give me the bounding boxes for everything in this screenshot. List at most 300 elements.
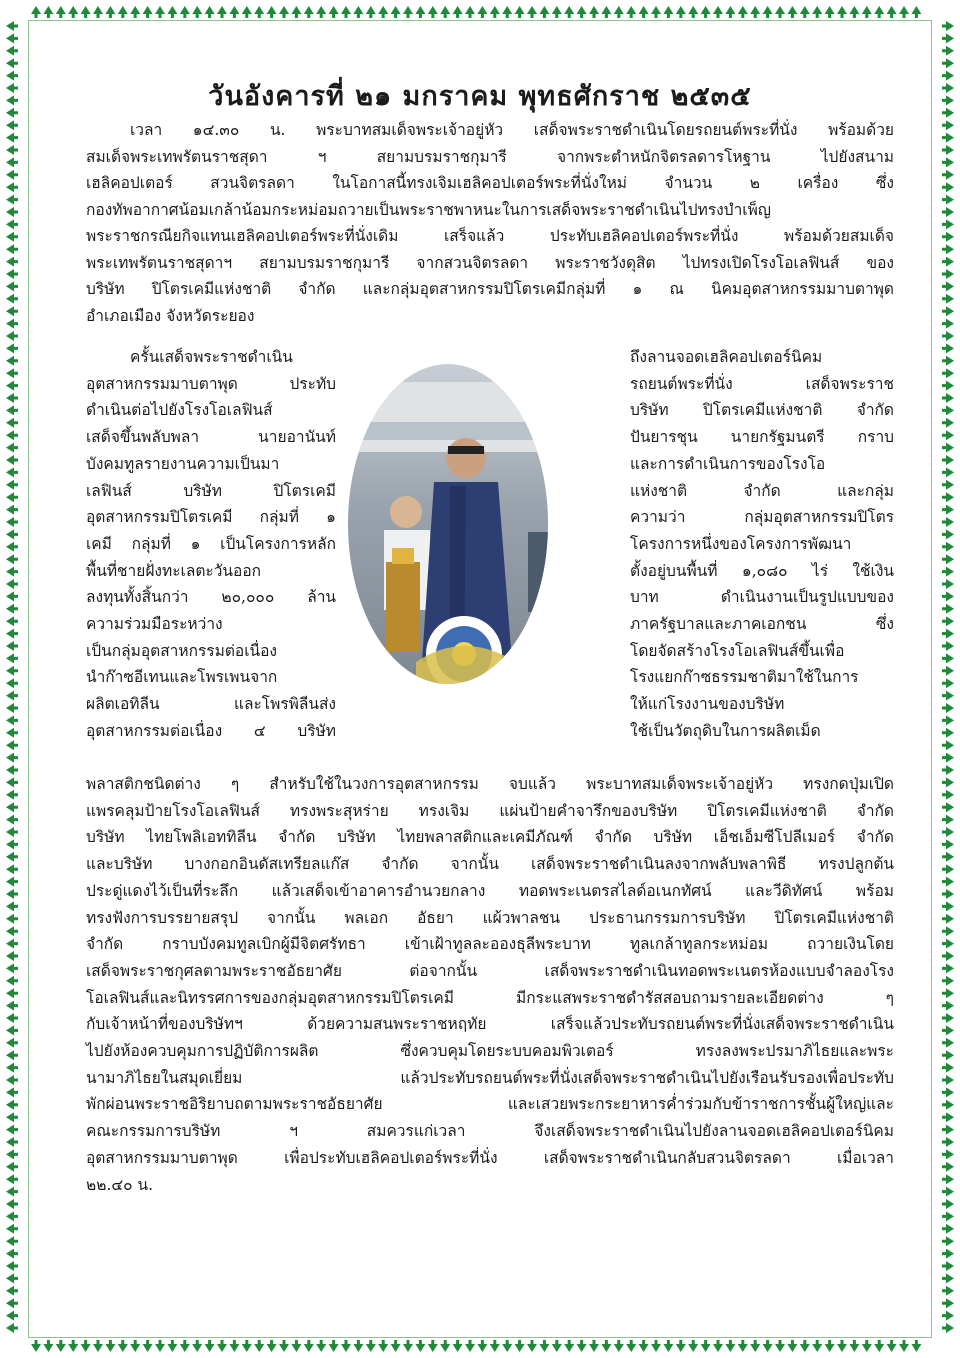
tree-ornament-icon — [267, 6, 277, 18]
text-line: โครงการหนึ่งของโครงการพัฒนา — [630, 534, 852, 553]
tree-ornament-icon — [6, 269, 18, 279]
text-line: เสด็จพระราชกุศลตามพระราชอัธยาศัย ต่อจากนั้น เสด็จพระราชดำเนินทอดพระเนตรห้องแบบจำลองโรง — [86, 961, 894, 980]
tree-ornament-icon — [254, 1340, 264, 1352]
tree-ornament-icon — [6, 653, 18, 663]
tree-ornament-icon — [825, 6, 835, 18]
tree-ornament-icon — [391, 6, 401, 18]
tree-ornament-icon — [942, 864, 954, 874]
tree-ornament-icon — [639, 1340, 649, 1352]
tree-ornament-icon — [415, 6, 425, 18]
tree-ornament-icon — [6, 1236, 18, 1246]
text-line: และบริษัท บางกอกอินดัสเทรียลแก๊ส จำกัด จากนั้น เสด็จพระราชดำเนินลงจากพลับพลาพิธี ทรงปลูกต้น — [86, 855, 894, 874]
tree-ornament-icon — [81, 1340, 91, 1352]
tree-ornament-icon — [105, 6, 115, 18]
tree-ornament-icon — [6, 1149, 18, 1159]
tree-ornament-icon — [6, 753, 18, 763]
tree-ornament-icon — [942, 852, 954, 862]
tree-ornament-icon — [942, 1311, 954, 1321]
text-line: ลงทุนทั้งสิ้นกว่า ๒๐,๐๐๐ ล้าน — [86, 588, 336, 607]
tree-ornament-icon — [6, 207, 18, 217]
tree-ornament-icon — [825, 1340, 835, 1352]
text-line: เป็นกลุ่มอุตสาหกรรมต่อเนื่อง — [86, 641, 277, 660]
tree-ornament-icon — [130, 6, 140, 18]
tree-ornament-icon — [6, 1249, 18, 1259]
tree-ornament-icon — [6, 802, 18, 812]
text-line: พระราชกรณียกิจแทนเฮลิคอปเตอร์พระที่นั่งเดิม เสร็จแล้ว ประทับเฮลิคอปเตอร์พระที่นั่ง พร้อมด้วยสมเด็จ — [86, 227, 894, 245]
tree-ornament-icon — [862, 6, 872, 18]
tree-ornament-icon — [713, 6, 723, 18]
tree-ornament-icon — [942, 467, 954, 477]
tree-ornament-icon — [942, 281, 954, 291]
tree-ornament-icon — [942, 170, 954, 180]
tree-ornament-icon — [6, 901, 18, 911]
tree-ornament-icon — [155, 6, 165, 18]
tree-ornament-icon — [143, 6, 153, 18]
tree-ornament-icon — [6, 691, 18, 701]
tree-ornament-icon — [942, 1162, 954, 1172]
text-line: ให้แก่โรงงานของบริษัท — [630, 695, 785, 714]
text-line: ถึงลานจอดเฮลิคอปเตอร์นิคม — [630, 348, 823, 366]
tree-ornament-icon — [942, 1236, 954, 1246]
text-line: ผลิตเอทิลีน และโพรพิลีนส่ง — [86, 695, 336, 714]
text-line: พระเทพรัตนราชสุดาฯ สยามบรมราชกุมารี จากสวนจิตรลดา พระราชวังดุสิต ไปทรงเปิดโรงโอเลฟินส์ ของ — [86, 253, 894, 272]
tree-ornament-icon — [378, 1340, 388, 1352]
tree-ornament-icon — [6, 1211, 18, 1221]
text-line: ครั้นเสด็จพระราชดำเนิน — [130, 348, 293, 366]
tree-ornament-icon — [316, 1340, 326, 1352]
text-line: สมเด็จพระเทพรัตนราชสุดา ฯ สยามบรมราชกุมารี จากพระตำหนักจิตรลดารโหฐาน ไปยังสนาม — [86, 147, 894, 166]
tree-ornament-icon — [6, 21, 18, 31]
text-line: เลฟินส์ บริษัท ปิโตรเคมี — [86, 481, 336, 500]
tree-ornament-icon — [942, 1298, 954, 1308]
tree-ornament-icon — [942, 368, 954, 378]
tree-ornament-icon — [205, 1340, 215, 1352]
tree-ornament-icon — [205, 6, 215, 18]
tree-ornament-icon — [490, 6, 500, 18]
tree-ornament-icon — [942, 58, 954, 68]
tree-ornament-icon — [589, 1340, 599, 1352]
tree-ornament-icon — [341, 1340, 351, 1352]
tree-ornament-icon — [942, 740, 954, 750]
tree-ornament-icon — [6, 331, 18, 341]
text-line: โรงแยกก๊าซธรรมชาติมาใช้ในการ — [630, 668, 859, 687]
text-line: เคมี กลุ่มที่ ๑ เป็นโครงการหลัก — [86, 534, 336, 553]
tree-ornament-icon — [701, 6, 711, 18]
tree-ornament-icon — [942, 1224, 954, 1234]
text-line: พื้นที่ชายฝั่งทะเลตะวันออก — [86, 561, 262, 580]
tree-ornament-icon — [6, 46, 18, 56]
tree-ornament-icon — [453, 1340, 463, 1352]
tree-ornament-icon — [502, 1340, 512, 1352]
tree-ornament-icon — [787, 1340, 797, 1352]
tree-ornament-icon — [6, 1323, 18, 1333]
tree-ornament-icon — [651, 6, 661, 18]
tree-ornament-icon — [942, 1013, 954, 1023]
tree-ornament-icon — [942, 691, 954, 701]
tree-ornament-icon — [887, 6, 897, 18]
tree-ornament-icon — [942, 1261, 954, 1271]
tree-ornament-icon — [6, 629, 18, 639]
tree-ornament-icon — [775, 1340, 785, 1352]
tree-ornament-icon — [849, 1340, 859, 1352]
tree-ornament-icon — [6, 827, 18, 837]
tree-ornament-icon — [874, 6, 884, 18]
tree-ornament-icon — [68, 1340, 78, 1352]
tree-ornament-icon — [304, 6, 314, 18]
tree-ornament-icon — [942, 641, 954, 651]
royal-portrait-photo — [346, 362, 550, 686]
tree-ornament-icon — [6, 914, 18, 924]
tree-ornament-icon — [942, 269, 954, 279]
tree-ornament-icon — [942, 257, 954, 267]
tree-ornament-icon — [942, 430, 954, 440]
tree-ornament-icon — [942, 331, 954, 341]
tree-ornament-icon — [6, 963, 18, 973]
tree-ornament-icon — [43, 1340, 53, 1352]
tree-ornament-icon — [6, 864, 18, 874]
tree-ornament-icon — [254, 6, 264, 18]
tree-ornament-icon — [942, 1075, 954, 1085]
tree-ornament-icon — [837, 6, 847, 18]
tree-ornament-icon — [763, 6, 773, 18]
tree-ornament-icon — [6, 877, 18, 887]
text-line: กองทัพอากาศน้อมเกล้าน้อมกระหม่อมถวายเป็นพระราชพาหนะในการเสด็จพระราชดำเนินไปทรงบำเพ็ญ — [86, 200, 772, 219]
tree-ornament-icon — [242, 6, 252, 18]
tree-ornament-icon — [167, 1340, 177, 1352]
tree-ornament-icon — [942, 839, 954, 849]
tree-ornament-icon — [874, 1340, 884, 1352]
tree-ornament-icon — [403, 1340, 413, 1352]
tree-ornament-icon — [849, 6, 859, 18]
tree-ornament-icon — [6, 219, 18, 229]
tree-ornament-icon — [6, 579, 18, 589]
tree-ornament-icon — [701, 1340, 711, 1352]
tree-ornament-icon — [366, 6, 376, 18]
text-line: อุตสาหกรรมมาบตาพุด เพื่อประทับเฮลิคอปเตอร์พระที่นั่ง เสด็จพระราชดำเนินกลับสวนจิตรลดา เมื่อเวลา — [86, 1148, 894, 1167]
tree-ornament-icon — [155, 1340, 165, 1352]
tree-ornament-icon — [341, 6, 351, 18]
tree-ornament-icon — [6, 1199, 18, 1209]
tree-ornament-icon — [911, 6, 921, 18]
tree-ornament-icon — [942, 703, 954, 713]
text-line: นามาภิไธยในสมุดเยี่ยม แล้วประทับรถยนต์พระที่นั่งเสด็จพระราชดำเนินไปยังเรือนรับรองเพื่อประทับ — [86, 1068, 894, 1087]
tree-ornament-icon — [6, 1224, 18, 1234]
text-line: และการดำเนินการของโรงโอ — [630, 454, 826, 473]
tree-ornament-icon — [366, 1340, 376, 1352]
tree-ornament-icon — [6, 443, 18, 453]
tree-ornament-icon — [6, 790, 18, 800]
tree-ornament-icon — [229, 6, 239, 18]
tree-ornament-icon — [942, 629, 954, 639]
text-line: เวลา ๑๔.๓๐ น. พระบาทสมเด็จพระเจ้าอยู่หัว เสด็จพระราชดำเนินโดยรถยนต์พระที่นั่ง พร้อมด้วย — [130, 121, 894, 139]
tree-ornament-icon — [6, 1174, 18, 1184]
tree-ornament-icon — [552, 1340, 562, 1352]
text-line: ความว่า กลุ่มอุตสาหกรรมปิโตร — [630, 508, 894, 527]
tree-ornament-icon — [942, 455, 954, 465]
tree-ornament-icon — [6, 889, 18, 899]
tree-ornament-icon — [267, 1340, 277, 1352]
tree-ornament-icon — [6, 182, 18, 192]
tree-ornament-icon — [316, 6, 326, 18]
text-line: บาท ดำเนินงานเป็นรูปแบบของ — [630, 588, 894, 607]
tree-ornament-icon — [6, 976, 18, 986]
tree-ornament-icon — [6, 728, 18, 738]
tree-ornament-icon — [415, 1340, 425, 1352]
tree-ornament-icon — [465, 6, 475, 18]
tree-ornament-icon — [31, 1340, 41, 1352]
tree-ornament-icon — [6, 1001, 18, 1011]
tree-ornament-icon — [81, 6, 91, 18]
tree-ornament-icon — [440, 6, 450, 18]
tree-ornament-icon — [167, 6, 177, 18]
tree-ornament-icon — [6, 616, 18, 626]
tree-ornament-icon — [6, 666, 18, 676]
tree-ornament-icon — [942, 46, 954, 56]
tree-ornament-icon — [942, 765, 954, 775]
text-line: ทรงฟังการบรรยายสรุป จากนั้น พลเอก อัธยา แผ้วพาลชน ประธานกรรมการบริษัท ปิโตรเคมีแห่งชาติ — [86, 908, 894, 927]
tree-ornament-icon — [502, 6, 512, 18]
tree-ornament-icon — [942, 492, 954, 502]
tree-ornament-icon — [787, 6, 797, 18]
tree-ornament-icon — [942, 678, 954, 688]
tree-ornament-icon — [942, 777, 954, 787]
tree-ornament-icon — [942, 901, 954, 911]
tree-ornament-icon — [6, 1137, 18, 1147]
tree-ornament-icon — [577, 1340, 587, 1352]
tree-ornament-icon — [738, 1340, 748, 1352]
tree-ornament-icon — [942, 1001, 954, 1011]
tree-ornament-icon — [942, 666, 954, 676]
tree-ornament-icon — [6, 33, 18, 43]
tree-ornament-icon — [6, 591, 18, 601]
tree-ornament-icon — [279, 6, 289, 18]
tree-ornament-icon — [942, 926, 954, 936]
tree-ornament-icon — [440, 1340, 450, 1352]
tree-ornament-icon — [6, 678, 18, 688]
tree-ornament-icon — [942, 579, 954, 589]
tree-ornament-icon — [942, 939, 954, 949]
tree-ornament-icon — [899, 1340, 909, 1352]
tree-ornament-icon — [6, 381, 18, 391]
tree-ornament-icon — [942, 319, 954, 329]
tree-ornament-icon — [6, 740, 18, 750]
text-line: เฮลิคอปเตอร์ สวนจิตรลดา ในโอกาสนี้ทรงเจิมเฮลิคอปเตอร์พระที่นั่งใหม่ จำนวน ๒ เครื่อง ซึ่ง — [86, 174, 894, 192]
tree-ornament-icon — [651, 1340, 661, 1352]
tree-ornament-icon — [180, 1340, 190, 1352]
tree-ornament-icon — [812, 1340, 822, 1352]
tree-ornament-icon — [6, 715, 18, 725]
text-line: บริษัท ไทยโพลิเอททิลีน จำกัด บริษัท ไทยพลาสติกและเคมีภัณฑ์ จำกัด บริษัท เอ็ชเอ็มซีโปลีเมอร์ จำกัด — [86, 828, 894, 847]
tree-ornament-icon — [6, 405, 18, 415]
tree-ornament-icon — [6, 777, 18, 787]
tree-ornament-icon — [812, 6, 822, 18]
tree-ornament-icon — [180, 6, 190, 18]
tree-ornament-icon — [6, 356, 18, 366]
tree-ornament-icon — [942, 728, 954, 738]
tree-ornament-icon — [942, 877, 954, 887]
tree-ornament-icon — [750, 1340, 760, 1352]
tree-ornament-icon — [192, 1340, 202, 1352]
tree-ornament-icon — [942, 802, 954, 812]
tree-ornament-icon — [942, 790, 954, 800]
tree-ornament-icon — [329, 1340, 339, 1352]
tree-ornament-icon — [942, 963, 954, 973]
tree-ornament-icon — [899, 6, 909, 18]
tree-ornament-icon — [837, 1340, 847, 1352]
tree-ornament-icon — [663, 1340, 673, 1352]
tree-ornament-icon — [130, 1340, 140, 1352]
text-line: กับเจ้าหน้าที่ของบริษัทฯ ด้วยความสนพระราชหฤทัย เสร็จแล้วประทับรถยนต์พระที่นั่งเสด็จพระราชดำเนิน — [86, 1015, 894, 1034]
tree-ornament-icon — [663, 6, 673, 18]
tree-ornament-icon — [6, 1087, 18, 1097]
tree-ornament-icon — [942, 294, 954, 304]
tree-ornament-icon — [942, 207, 954, 217]
tree-ornament-icon — [942, 120, 954, 130]
tree-ornament-icon — [676, 6, 686, 18]
tree-ornament-icon — [43, 6, 53, 18]
tree-ornament-icon — [56, 6, 66, 18]
tree-ornament-icon — [6, 1013, 18, 1023]
text-line: ภาครัฐบาลและภาคเอกชน ซึ่ง — [630, 615, 894, 633]
tree-ornament-icon — [31, 6, 41, 18]
text-line: ๒๒.๔๐ น. — [86, 1175, 154, 1194]
tree-ornament-icon — [353, 1340, 363, 1352]
text-line: รถยนต์พระที่นั่ง เสด็จพระราช — [630, 374, 894, 393]
tree-ornament-icon — [6, 703, 18, 713]
tree-ornament-icon — [428, 6, 438, 18]
tree-ornament-icon — [6, 430, 18, 440]
tree-ornament-icon — [6, 839, 18, 849]
tree-ornament-icon — [6, 170, 18, 180]
tree-ornament-icon — [6, 529, 18, 539]
tree-ornament-icon — [942, 1249, 954, 1259]
tree-ornament-icon — [6, 1311, 18, 1321]
text-line: อุตสาหกรรมมาบตาพุด ประทับ — [86, 374, 336, 393]
tree-ornament-icon — [6, 1100, 18, 1110]
tree-ornament-icon — [527, 6, 537, 18]
tree-ornament-icon — [6, 554, 18, 564]
tree-ornament-icon — [725, 6, 735, 18]
tree-ornament-icon — [942, 505, 954, 515]
tree-ornament-icon — [942, 529, 954, 539]
tree-ornament-icon — [763, 1340, 773, 1352]
tree-ornament-icon — [6, 765, 18, 775]
tree-ornament-icon — [6, 567, 18, 577]
tree-ornament-icon — [6, 281, 18, 291]
tree-ornament-icon — [601, 6, 611, 18]
tree-ornament-icon — [942, 418, 954, 428]
tree-ornament-icon — [614, 1340, 624, 1352]
text-line: ไปยังห้องควบคุมการปฏิบัติการผลิต ซึ่งควบคุมโดยระบบคอมพิวเตอร์ ทรงลงพระปรมาภิไธยและพระ — [86, 1042, 894, 1060]
tree-ornament-icon — [428, 1340, 438, 1352]
tree-ornament-icon — [942, 343, 954, 353]
tree-ornament-icon — [6, 257, 18, 267]
text-line: คณะกรรมการบริษัท ฯ สมควรแก่เวลา จึงเสด็จพระราชดำเนินไปยังลานจอดเฮลิคอปเตอร์นิคม — [86, 1122, 894, 1141]
tree-ornament-icon — [515, 6, 525, 18]
text-line: ดำเนินต่อไปยังโรงโอเลฟินส์ — [86, 401, 273, 420]
text-line: เสด็จขึ้นพลับพลา นายอานันท์ — [86, 428, 336, 447]
page-title: วันอังคารที่ ๒๑ มกราคม พุทธศักราช ๒๕๓๕ — [208, 81, 752, 112]
tree-ornament-icon — [6, 815, 18, 825]
tree-ornament-icon — [6, 1063, 18, 1073]
tree-ornament-icon — [403, 6, 413, 18]
tree-ornament-icon — [6, 368, 18, 378]
tree-ornament-icon — [688, 1340, 698, 1352]
tree-ornament-icon — [353, 6, 363, 18]
tree-ornament-icon — [942, 356, 954, 366]
tree-ornament-icon — [118, 1340, 128, 1352]
tree-ornament-icon — [6, 480, 18, 490]
tree-ornament-icon — [942, 21, 954, 31]
tree-ornament-icon — [217, 1340, 227, 1352]
tree-ornament-icon — [942, 542, 954, 552]
tree-ornament-icon — [887, 1340, 897, 1352]
text-line: อุตสาหกรรมปิโตรเคมี กลุ่มที่ ๑ — [86, 508, 336, 527]
tree-ornament-icon — [942, 591, 954, 601]
tree-ornament-icon — [942, 480, 954, 490]
text-line: พลาสติกชนิดต่าง ๆ สำหรับใช้ในวงการอุตสาหกรรม จบแล้ว พระบาทสมเด็จพระเจ้าอยู่หัว ทรงกดปุ่มเปิด — [86, 775, 894, 793]
tree-ornament-icon — [6, 244, 18, 254]
tree-ornament-icon — [304, 1340, 314, 1352]
tree-ornament-icon — [465, 1340, 475, 1352]
tree-ornament-icon — [6, 1125, 18, 1135]
tree-ornament-icon — [6, 455, 18, 465]
tree-ornament-icon — [6, 343, 18, 353]
tree-ornament-icon — [862, 1340, 872, 1352]
tree-ornament-icon — [6, 232, 18, 242]
tree-ornament-icon — [942, 554, 954, 564]
tree-ornament-icon — [6, 294, 18, 304]
tree-ornament-icon — [6, 1298, 18, 1308]
tree-ornament-icon — [564, 1340, 574, 1352]
tree-ornament-icon — [942, 1149, 954, 1159]
tree-ornament-icon — [93, 1340, 103, 1352]
tree-ornament-icon — [6, 306, 18, 316]
tree-ornament-icon — [775, 6, 785, 18]
tree-ornament-icon — [942, 133, 954, 143]
tree-ornament-icon — [942, 381, 954, 391]
tree-ornament-icon — [942, 517, 954, 527]
tree-ornament-icon — [942, 393, 954, 403]
tree-ornament-icon — [942, 1087, 954, 1097]
tree-ornament-icon — [515, 1340, 525, 1352]
tree-ornament-icon — [942, 951, 954, 961]
tree-ornament-icon — [942, 1137, 954, 1147]
tree-ornament-icon — [539, 1340, 549, 1352]
tree-ornament-icon — [942, 1323, 954, 1333]
tree-ornament-icon — [942, 914, 954, 924]
tree-ornament-icon — [942, 753, 954, 763]
tree-ornament-icon — [750, 6, 760, 18]
tree-ornament-icon — [942, 219, 954, 229]
text-line: บริษัท ปิโตรเคมีแห่งชาติ จำกัด และกลุ่มอุตสาหกรรมปิโตรเคมีกลุ่มที่ ๑ ณ นิคมอุตสาหกรรมมาบตาพุด — [86, 280, 894, 298]
tree-ornament-icon — [911, 1340, 921, 1352]
tree-ornament-icon — [6, 1112, 18, 1122]
tree-ornament-icon — [6, 120, 18, 130]
tree-ornament-icon — [105, 1340, 115, 1352]
tree-ornament-icon — [942, 33, 954, 43]
tree-ornament-icon — [6, 418, 18, 428]
tree-ornament-icon — [329, 6, 339, 18]
tree-ornament-icon — [688, 6, 698, 18]
tree-ornament-icon — [6, 951, 18, 961]
tree-ornament-icon — [942, 988, 954, 998]
tree-ornament-icon — [942, 889, 954, 899]
tree-ornament-icon — [6, 58, 18, 68]
text-line: บริษัท ปิโตรเคมีแห่งชาติ จำกัด — [630, 401, 894, 420]
tree-ornament-icon — [601, 1340, 611, 1352]
tree-ornament-icon — [942, 653, 954, 663]
